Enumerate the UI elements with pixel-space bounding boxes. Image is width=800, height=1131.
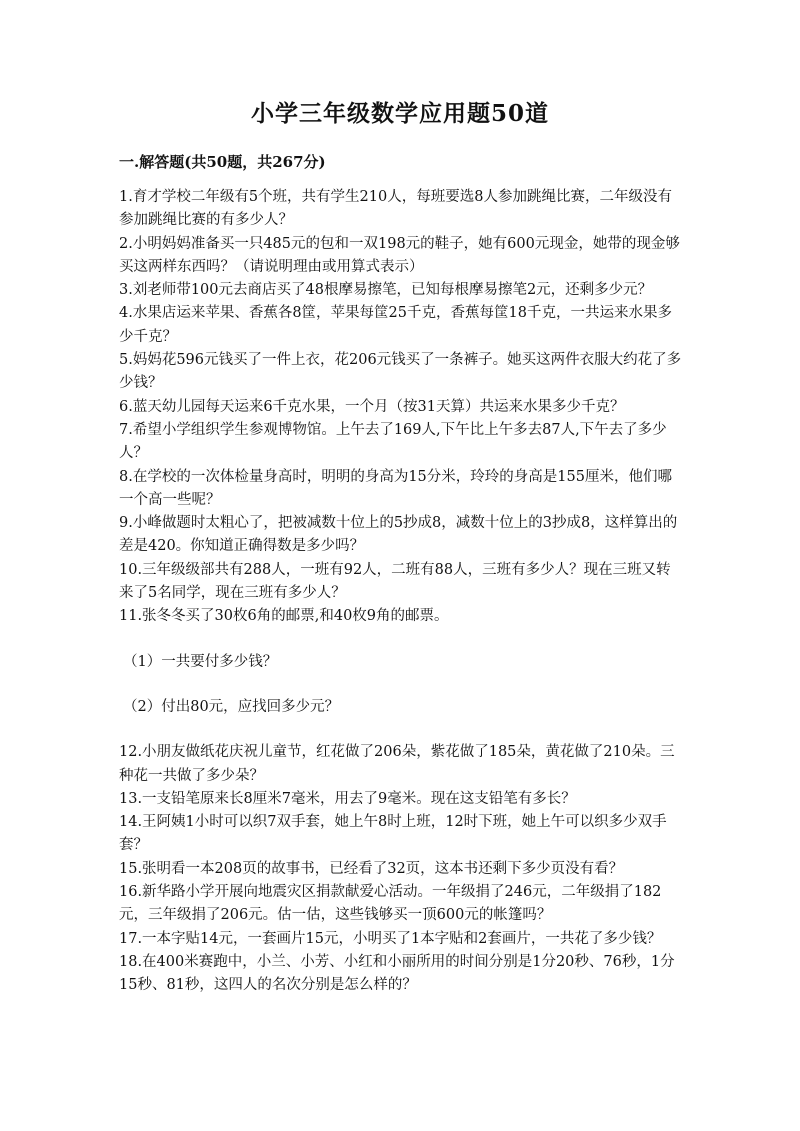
question-3: 3.刘老师带100元去商店买了48根摩易擦笔，已知每根摩易擦笔2元，还剩多少元？ — [119, 282, 653, 299]
question-17: 17.一本字贴14元，一套画片15元，小明买了1本字贴和2套画片，一共花了多少钱？ — [119, 930, 662, 947]
question-12: 12.小朋友做纸花庆祝儿童节，红花做了206朵，紫花做了185朵，黄花做了210朵。三种花一共做了多少朵？ — [119, 744, 675, 784]
document-title: 小学三年级数学应用题50道 — [250, 100, 549, 127]
question-10: 10.三年级级部共有288人，一班有92人，二班有88人，三班有多少人？现在三班又转来了5名同学，现在三班有多少人？ — [119, 561, 671, 602]
question-14: 14.王阿姨1小时可以织7双手套，她上午8时上班，12时下班，她上午可以织多少双手套？ — [119, 814, 667, 854]
question-list — [119, 186, 683, 998]
question-11: 11.张冬冬买了30枚6角的邮票,和40枚9角的邮票。 — [119, 608, 449, 625]
sub-question-11-1: （1）一共要付多少钱？ — [123, 653, 278, 670]
question-15: 15.张明看一本208页的故事书，已经看了32页，这本书还剩下多少页没有看？ — [119, 860, 624, 877]
question-4: 4.水果店运来苹果、香蕉各8筐，苹果每筐25千克，香蕉每筐18千克，一共运来水果多少千克？ — [119, 305, 672, 345]
question-5: 5.妈妈花596元钱买了一件上衣，花206元钱买了一条裤子。她买这两件衣服大约花了多少钱？ — [119, 352, 682, 392]
question-1: 1.育才学校二年级有5个班，共有学生210人，每班要选8人参加跳绳比赛，二年级没有参加跳绳比赛的有多少人？ — [119, 189, 672, 229]
question-16: 16.新华路小学开展向地震灾区捐款献爱心活动。一年级捐了246元，二年级捐了182元，三年级捐了206元。估一估，这些钱够买一顶600元的帐篷吗？ — [119, 884, 662, 924]
question-8: 8.在学校的一次体检量身高时，明明的身高为15分米，玲玲的身高是155厘米，他们哪一个高一些呢？ — [119, 468, 672, 508]
sub-question-11-2: （2）付出80元，应找回多少元？ — [123, 698, 340, 715]
question-6: 6.蓝天幼儿园每天运来6千克水果，一个月（按31天算）共运来水果多少千克？ — [119, 398, 625, 415]
question-7: 7.希望小学组织学生参观博物馆。上午去了169人,下午比上午多去87人,下午去了多少人？ — [119, 421, 667, 462]
question-9: 9.小峰做题时太粗心了，把被减数十位上的5抄成8，减数十位上的3抄成8，这样算出的差是420。你知道正确得数是多少吗？ — [119, 515, 678, 555]
question-2: 2.小明妈妈准备买一只485元的包和一双198元的鞋子，她有600元现金，她带的现金够买这两样东西吗？（请说明理由或用算式表示） — [119, 235, 680, 275]
question-13: 13.一支铅笔原来长8厘米7毫米，用去了9毫米。现在这支铅笔有多长？ — [119, 790, 576, 807]
question-18: 18.在400米赛跑中，小兰、小芳、小红和小丽所用的时间分别是1分20秒、76秒，1分15秒、81秒，这四人的名次分别是怎么样的？ — [119, 953, 675, 994]
section-heading: 一.解答题(共50题，共267分) — [119, 153, 326, 171]
